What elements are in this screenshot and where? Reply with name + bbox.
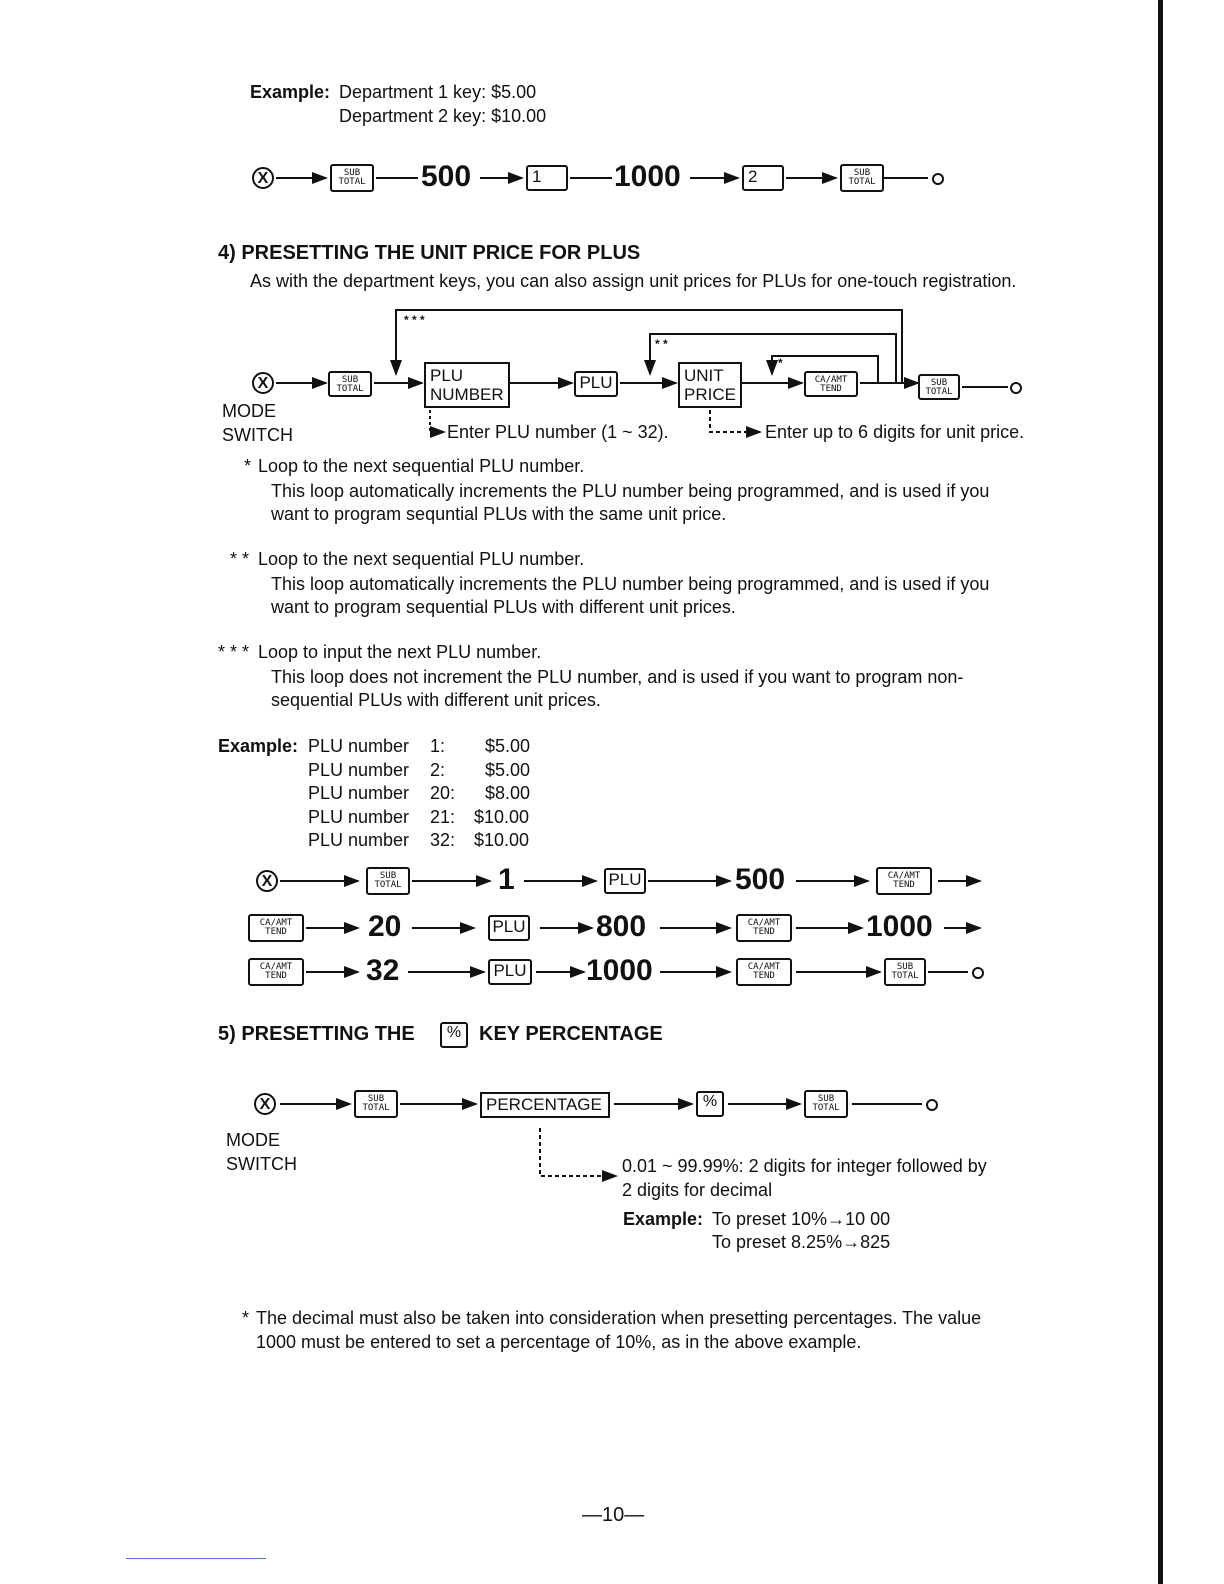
footer-line	[126, 1558, 266, 1559]
loop-note-title: Loop to the next sequential PLU number.	[258, 549, 585, 569]
loop-mark: * *	[655, 337, 668, 351]
scan-edge	[1158, 0, 1163, 1584]
mode-x-icon: X	[252, 167, 274, 189]
section-heading: 4) PRESETTING THE UNIT PRICE FOR PLUS	[218, 242, 641, 264]
mode-x-icon: X	[254, 1093, 276, 1115]
example-line: Department 2 key: $10.00	[339, 106, 547, 126]
section-intro: As with the department keys, you can also assign unit prices for PLUs for one-touch registration.	[250, 271, 1017, 291]
percentage-example: To preset 8.25%→825	[712, 1232, 891, 1252]
entry-value: 800	[596, 910, 647, 943]
ca-amt-tend-key-icon: CA/AMT TEND	[876, 867, 932, 895]
loop-note-mark: * * *	[218, 642, 250, 662]
loop-note-body: This loop automatically increments the PLU number being programmed, and is used if you	[271, 574, 990, 594]
end-icon	[1010, 382, 1022, 394]
unit-price-box: UNIT PRICE	[678, 362, 742, 408]
loop-note-body: want to program sequntial PLUs with the same unit price.	[271, 504, 727, 524]
plu-example-num: 32:	[430, 830, 456, 850]
page-number: —10—	[582, 1504, 645, 1526]
entry-value: 20	[368, 910, 402, 943]
ca-amt-tend-key-icon: CA/AMT TEND	[248, 914, 304, 942]
mode-x-icon: X	[252, 372, 274, 394]
entry-value: 1000	[866, 910, 933, 943]
plu-example-num: 20:	[430, 783, 456, 803]
loop-mark: * * *	[404, 313, 425, 327]
mode-label: MODE	[222, 401, 276, 421]
section-heading: 5) PRESETTING THE	[218, 1023, 415, 1045]
example-label: Example:	[623, 1209, 704, 1229]
ca-amt-tend-key-icon: CA/AMT TEND	[736, 914, 792, 942]
loop-note-body: sequential PLUs with different unit prices.	[271, 690, 601, 710]
percentage-range: 2 digits for decimal	[622, 1180, 773, 1200]
loop-note-body: This loop automatically increments the PLU number being programmed, and is used if you	[271, 481, 990, 501]
plu-key-icon: PLU	[488, 959, 532, 985]
plu-example-name: PLU number	[308, 760, 410, 780]
percentage-range: 0.01 ~ 99.99%: 2 digits for integer followed by	[622, 1156, 987, 1176]
percent-key-icon: %	[696, 1091, 724, 1117]
subtotal-key-icon: SUB TOTAL	[328, 371, 372, 397]
example-label: Example:	[218, 736, 299, 756]
example-line: Department 1 key: $5.00	[339, 82, 537, 102]
plu-example-num: 1:	[430, 736, 446, 756]
subtotal-key-icon: SUB TOTAL	[840, 164, 884, 192]
loop-note-body: This loop does not increment the PLU number, and is used if you want to program non-	[271, 667, 964, 687]
plu-example-name: PLU number	[308, 736, 410, 756]
entry-value: 500	[421, 160, 472, 193]
mode-label: SWITCH	[226, 1154, 297, 1174]
entry-value: 500	[735, 863, 786, 896]
plu-key-icon: PLU	[574, 371, 618, 397]
plu-key-icon: PLU	[604, 868, 646, 894]
plu-example-num: 21:	[430, 807, 456, 827]
subtotal-key-icon: SUB TOTAL	[884, 958, 926, 986]
ca-amt-tend-key-icon: CA/AMT TEND	[736, 958, 792, 986]
section-heading: KEY PERCENTAGE	[479, 1023, 663, 1045]
plu-example-name: PLU number	[308, 807, 410, 827]
loop-note-mark: * *	[230, 549, 250, 569]
loop-mark: *	[778, 356, 783, 370]
mode-x-icon: X	[256, 870, 278, 892]
loop-note-body: want to program sequential PLUs with different unit prices.	[271, 597, 736, 617]
subtotal-key-icon: SUB TOTAL	[330, 164, 374, 192]
entry-value: 1	[498, 863, 515, 896]
department-key-icon: 1	[526, 165, 568, 191]
percentage-example: To preset 10%→10 00	[712, 1209, 891, 1229]
end-icon	[932, 173, 944, 185]
mode-label: MODE	[226, 1130, 280, 1150]
subtotal-key-icon: SUB TOTAL	[918, 374, 960, 400]
entry-value: 1000	[614, 160, 681, 193]
footnote-text: 1000 must be entered to set a percentage of 10%, as in the above example.	[256, 1332, 862, 1352]
department-key-icon: 2	[742, 165, 784, 191]
plu-example-num: 2:	[430, 760, 446, 780]
subtotal-key-icon: SUB TOTAL	[354, 1090, 398, 1118]
end-icon	[926, 1099, 938, 1111]
plu-example-price: $10.00	[474, 830, 530, 850]
end-icon	[972, 967, 984, 979]
entry-value: 1000	[586, 954, 653, 987]
plu-example-price: $5.00	[485, 736, 531, 756]
note-plu-number: Enter PLU number (1 ~ 32).	[447, 422, 669, 442]
loop-note-title: Loop to the next sequential PLU number.	[258, 456, 585, 476]
plu-example-price: $10.00	[474, 807, 530, 827]
loop-note-mark: *	[244, 456, 252, 476]
subtotal-key-icon: SUB TOTAL	[366, 867, 410, 895]
footnote-text: The decimal must also be taken into consideration when presetting percentages. The value	[256, 1308, 982, 1328]
plu-number-box: PLU NUMBER	[424, 362, 510, 408]
ca-amt-tend-key-icon: CA/AMT TEND	[804, 371, 858, 397]
loop-note-title: Loop to input the next PLU number.	[258, 642, 542, 662]
plu-example-price: $5.00	[485, 760, 531, 780]
percent-key-icon: %	[440, 1022, 468, 1048]
plu-example-price: $8.00	[485, 783, 531, 803]
subtotal-key-icon: SUB TOTAL	[804, 1090, 848, 1118]
example-label: Example:	[250, 82, 331, 102]
percentage-box: PERCENTAGE	[480, 1092, 610, 1118]
footnote-mark: *	[242, 1308, 250, 1328]
ca-amt-tend-key-icon: CA/AMT TEND	[248, 958, 304, 986]
plu-key-icon: PLU	[488, 915, 530, 941]
note-unit-price: Enter up to 6 digits for unit price.	[765, 422, 1025, 442]
mode-label: SWITCH	[222, 425, 293, 445]
plu-example-name: PLU number	[308, 830, 410, 850]
entry-value: 32	[366, 954, 400, 987]
plu-example-name: PLU number	[308, 783, 410, 803]
